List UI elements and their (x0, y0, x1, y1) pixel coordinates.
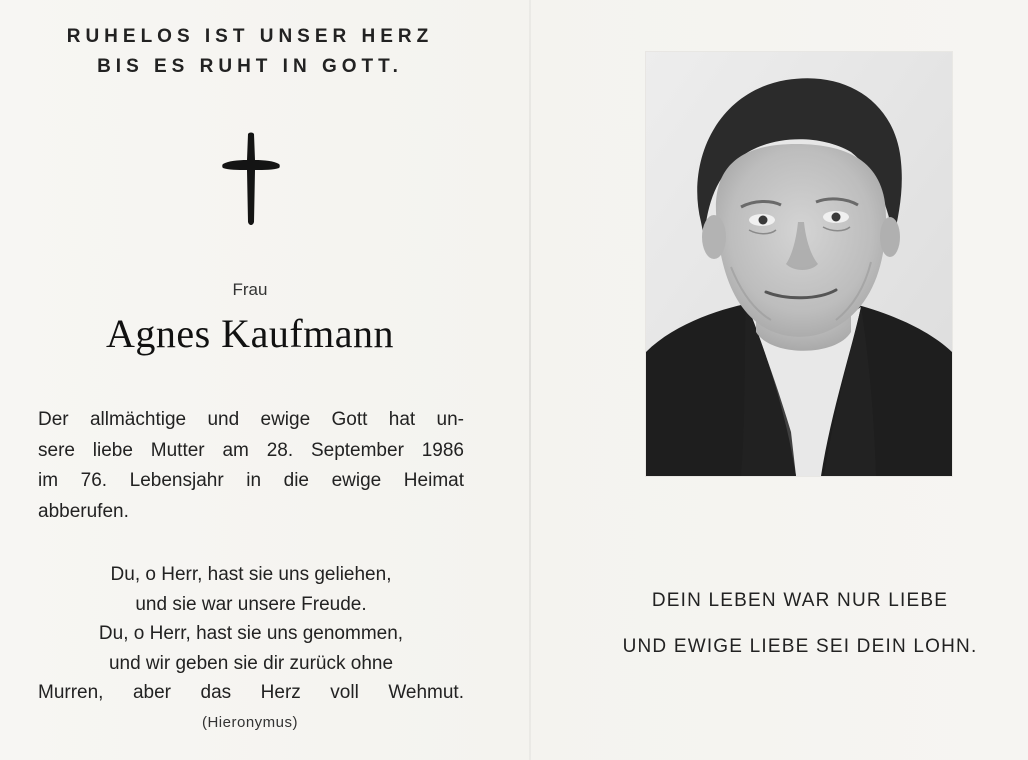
poem-line: und wir geben sie dir zurück ohne (108, 652, 394, 674)
deceased-name: Agnes Kaufmann (105, 311, 395, 356)
notice-line: abberufen. (38, 500, 129, 522)
poem-line: Du, o Herr, hast sie uns geliehen, (110, 564, 392, 585)
poem-line: und sie war unsere Freude. (135, 593, 367, 615)
notice-line: Der allmächtige und ewige Gott hat un- (38, 409, 464, 430)
portrait-photo (646, 52, 952, 476)
latin-cross-icon (220, 130, 282, 228)
motto-line-1: RUHELOS IST UNSER HERZ (66, 26, 434, 47)
death-notice (38, 405, 464, 527)
poem (38, 560, 464, 708)
notice-line: im 76. Lebensjahr in die ewige Heimat (38, 470, 464, 491)
motto-line-2: BIS ES RUHT IN GOTT. (97, 56, 403, 77)
poem-line: Du, o Herr, hast sie uns genommen, (98, 623, 404, 644)
notice-line: sere liebe Mutter am 28. September 1986 (38, 439, 464, 461)
poem-line: Murren, aber das Herz voll Wehmut. (38, 682, 464, 703)
closing-line-1: DEIN LEBEN WAR NUR LIEBE (651, 590, 949, 611)
card-fold (529, 0, 531, 760)
salutation: Frau (232, 280, 268, 299)
poem-attribution: (Hieronymus) (201, 714, 298, 731)
closing-line-2: UND EWIGE LIEBE SEI DEIN LOHN. (622, 636, 978, 657)
